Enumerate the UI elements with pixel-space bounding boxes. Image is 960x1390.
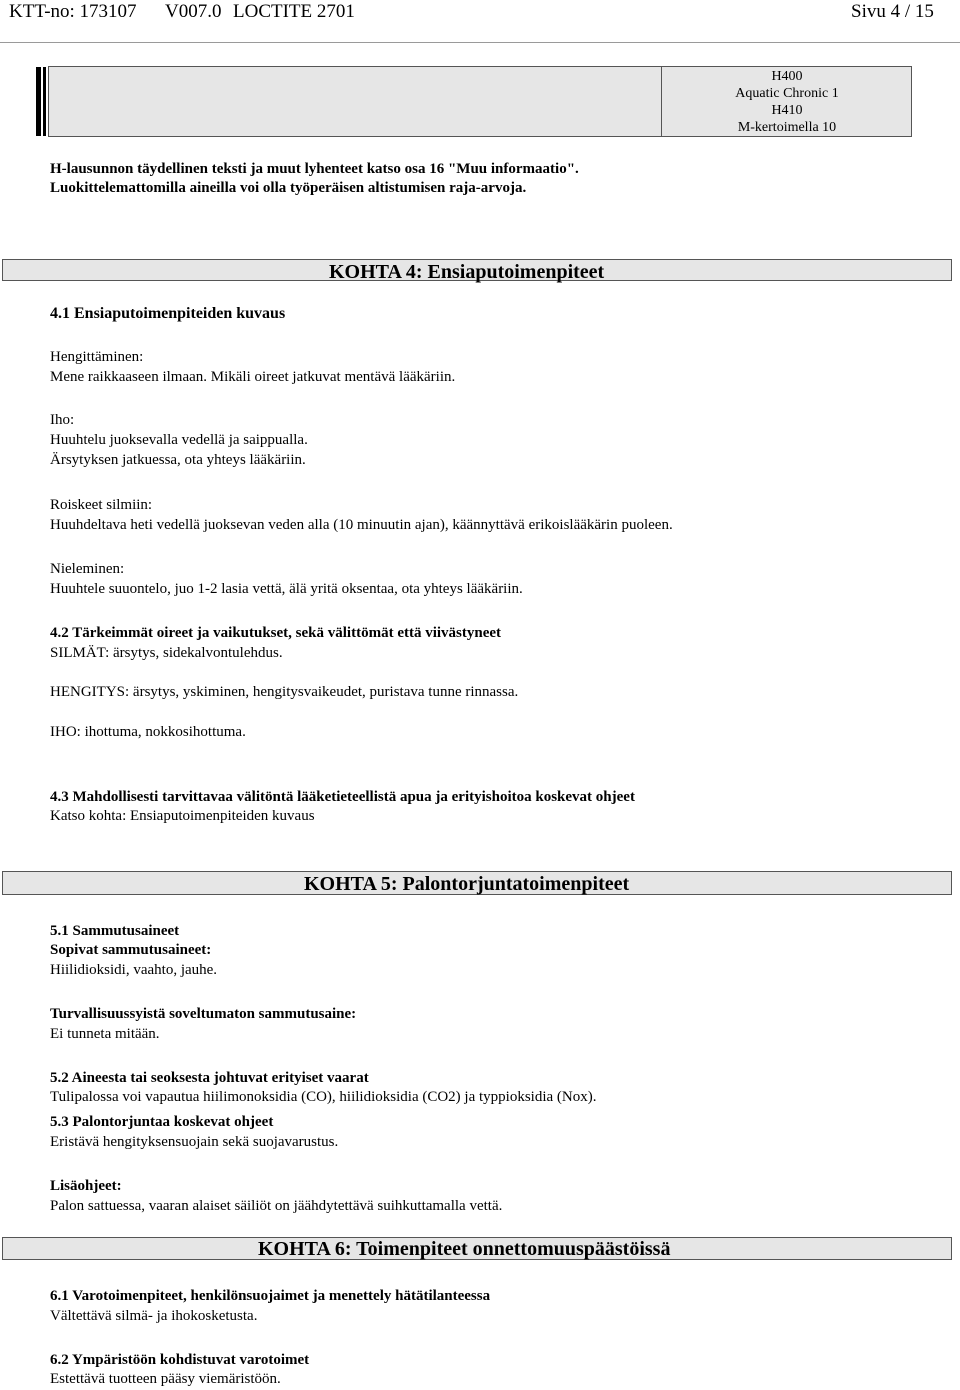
unsuitable-media-text: Ei tunneta mitään. xyxy=(50,1026,160,1042)
ingestion-text: Huuhtele suuontelo, juo 1-2 lasia vettä, älä yritä oksentaa, ota yhteys lääkäriin. xyxy=(50,581,523,597)
s52-text: Tulipalossa voi vapautua hiilimonoksidia (CO), hiilidioksidia (CO2) ja typpioksidia (Nox). xyxy=(50,1089,597,1105)
suitable-media-text: Hiilidioksidi, vaahto, jauhe. xyxy=(50,962,218,978)
extra-instructions-label: Lisäohjeet: xyxy=(50,1178,122,1194)
section-5-title: KOHTA 5: Palontorjuntatoimenpiteet xyxy=(304,873,630,895)
s42-heading: 4.2 Tärkeimmät oireet ja vaikutukset, sekä välittömät että viivästyneet xyxy=(50,625,502,641)
table-edge-bar-2 xyxy=(43,67,46,136)
s52-heading: 5.2 Aineesta tai seoksesta johtuvat erityiset vaarat xyxy=(50,1070,369,1086)
hazard-statement-h400: H400 xyxy=(771,69,803,84)
skin-text-1: Huuhtelu juoksevalla vedellä ja saippualla. xyxy=(50,432,308,448)
extra-instructions-text: Palon sattuessa, vaaran alaiset säiliöt on jäähdytettävä suihkuttamalla vettä. xyxy=(50,1198,503,1214)
section-4-title: KOHTA 4: Ensiaputoimenpiteet xyxy=(329,261,605,283)
section-6-title: KOHTA 6: Toimenpiteet onnettomuuspäästöissä xyxy=(258,1238,671,1260)
s53-text: Eristävä hengityksensuojain sekä suojavarustus. xyxy=(50,1134,339,1150)
unsuitable-media-label: Turvallisuussyistä soveltumaton sammutusaine: xyxy=(50,1006,357,1022)
skin-label: Iho: xyxy=(50,412,75,428)
inhalation-label: Hengittäminen: xyxy=(50,349,144,365)
s61-heading: 6.1 Varotoimenpiteet, henkilönsuojaimet ja menettely hätätilanteessa xyxy=(50,1288,491,1304)
s62-text: Estettävä tuotteen pääsy viemäristöön. xyxy=(50,1371,281,1387)
header-rule xyxy=(0,42,960,43)
hazard-classification-cell xyxy=(661,67,912,136)
table-edge-bar-1 xyxy=(36,67,41,136)
hazard-category: Aquatic Chronic 1 xyxy=(735,86,839,101)
eyes-text: Huuhdeltava heti vedellä juoksevan veden alla (10 minuutin ajan), käännyttävä erikoislääkärin puoleen. xyxy=(50,517,673,533)
s53-heading: 5.3 Palontorjuntaa koskevat ohjeet xyxy=(50,1114,274,1130)
s62-heading: 6.2 Ympäristöön kohdistuvat varotoimet xyxy=(50,1352,310,1368)
hazard-table-row xyxy=(48,66,912,137)
note-line-1: H-lausunnon täydellinen teksti ja muut lyhenteet katso osa 16 "Muu informaatio". xyxy=(50,161,579,177)
s41-heading: 4.1 Ensiaputoimenpiteiden kuvaus xyxy=(50,305,286,322)
suitable-media-label: Sopivat sammutusaineet: xyxy=(50,942,212,958)
s42-inhalation: HENGITYS: ärsytys, yskiminen, hengitysvaikeudet, puristava tunne rinnassa. xyxy=(50,684,519,700)
inhalation-text: Mene raikkaaseen ilmaan. Mikäli oireet jatkuvat mentävä lääkäriin. xyxy=(50,369,456,385)
ktt-number: KTT-no: 173107 xyxy=(9,1,137,22)
hazard-statement-h410: H410 xyxy=(771,103,803,118)
s43-text: Katso kohta: Ensiaputoimenpiteiden kuvaus xyxy=(50,808,315,824)
s42-eyes: SILMÄT: ärsytys, sidekalvontulehdus. xyxy=(50,645,283,661)
eyes-label: Roiskeet silmiin: xyxy=(50,497,153,513)
s43-heading: 4.3 Mahdollisesti tarvittavaa välitöntä lääketieteellistä apua ja erityishoitoa koskevat ohjeet xyxy=(50,789,635,805)
product-name: LOCTITE 2701 xyxy=(233,1,355,22)
skin-text-2: Ärsytyksen jatkuessa, ota yhteys lääkäriin. xyxy=(50,452,306,468)
s42-skin: IHO: ihottuma, nokkosihottuma. xyxy=(50,724,246,740)
m-factor: M-kertoimella 10 xyxy=(737,120,837,135)
page-number: Sivu 4 / 15 xyxy=(851,1,934,22)
s51-heading: 5.1 Sammutusaineet xyxy=(50,923,180,939)
version-label: V007.0 xyxy=(165,1,222,22)
ingestion-label: Nieleminen: xyxy=(50,561,125,577)
s61-text: Vältettävä silmä- ja ihokosketusta. xyxy=(50,1308,258,1324)
note-line-2: Luokittelemattomilla aineilla voi olla työperäisen altistumisen raja-arvoja. xyxy=(50,180,527,196)
